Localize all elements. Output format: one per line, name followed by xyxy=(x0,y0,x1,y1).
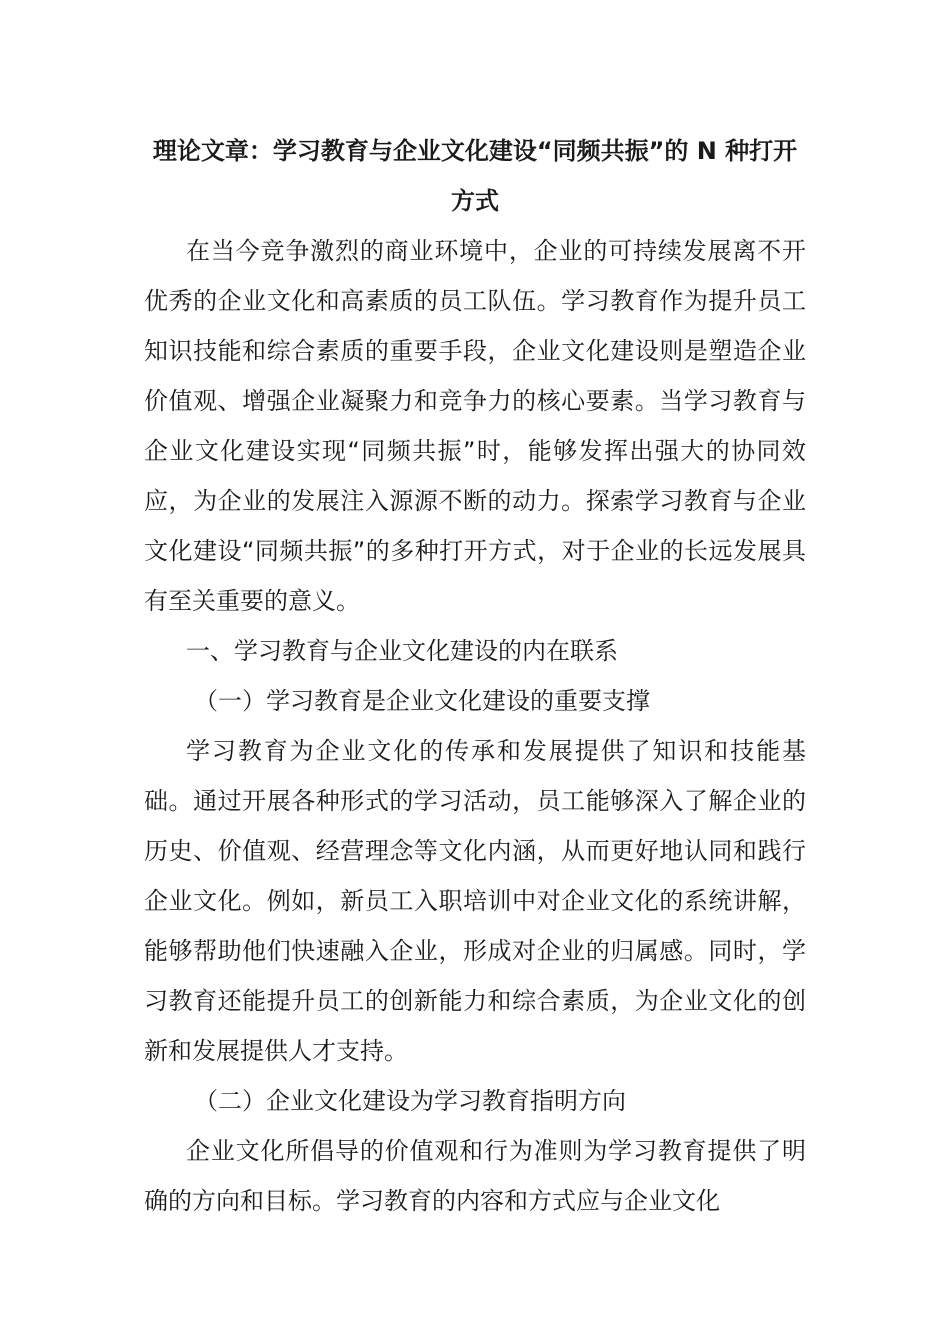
subsection-1-heading: （一）学习教育是企业文化建设的重要支撑 xyxy=(194,687,650,715)
subsection-2-paragraph: 企业文化所倡导的价值观和行为准则为学习教育提供了明确的方向和目标。学习教育的内容和方式应与企业文化 xyxy=(144,1137,806,1215)
section-1-heading: 一、学习教育与企业文化建设的内在联系 xyxy=(186,637,618,665)
document-title: 理论文章：学习教育与企业文化建设“同频共振”的 N 种打开方式 xyxy=(152,137,798,215)
document-body xyxy=(144,126,806,1226)
intro-paragraph: 在当今竞争激烈的商业环境中，企业的可持续发展离不开优秀的企业文化和高素质的员工队伍。学习教育作为提升员工知识技能和综合素质的重要手段，企业文化建设则是塑造企业价值观、增强企业凝聚力和竞争力的核心要素。当学习教育与企业文化建设实现“同频共振”时，能够发挥出强大的协同效应，为企业的发展注入源源不断的动力。探索学习教育与企业文化建设“同频共振”的多种打开方式，对于企业的长远发展具有至关重要的意义。 xyxy=(144,237,806,615)
subsection-2-heading: （二）企业文化建设为学习教育指明方向 xyxy=(194,1087,626,1115)
subsection-1-paragraph: 学习教育为企业文化的传承和发展提供了知识和技能基础。通过开展各种形式的学习活动，员工能够深入了解企业的历史、价值观、经营理念等文化内涵，从而更好地认同和践行企业文化。例如，新员工入职培训中对企业文化的系统讲解，能够帮助他们快速融入企业，形成对企业的归属感。同时，学习教育还能提升员工的创新能力和综合素质，为企业文化的创新和发展提供人才支持。 xyxy=(144,737,806,1065)
